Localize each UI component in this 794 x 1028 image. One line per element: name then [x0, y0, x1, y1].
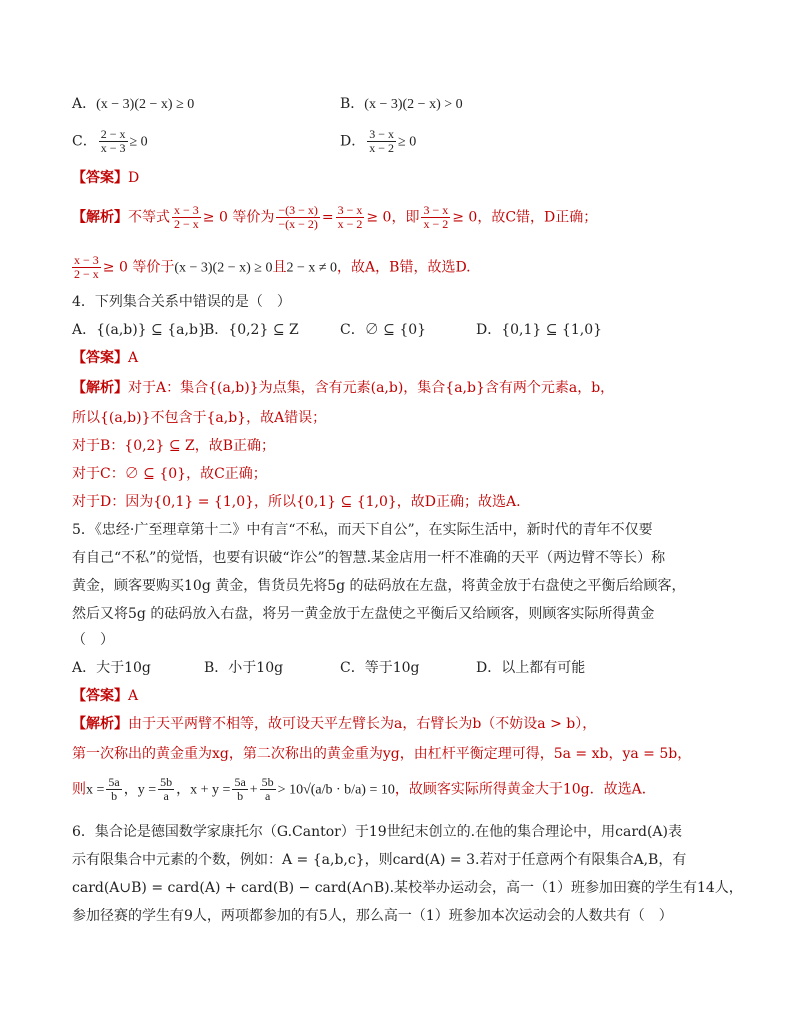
- fraction-denominator: 2 − x: [74, 267, 99, 281]
- q3-option-b-expr: (x − 3)(2 − x) > 0: [364, 97, 463, 112]
- q5-analysis-expr: ，y =: [123, 782, 157, 798]
- fraction-denominator: a: [265, 789, 271, 803]
- q3-option-d-denominator: x − 2: [369, 141, 395, 155]
- fraction-numerator: 3 − x: [423, 203, 449, 217]
- fraction-numerator: x − 3: [74, 253, 99, 267]
- fraction-denominator: b: [111, 789, 118, 803]
- fraction-denominator: b: [237, 789, 244, 803]
- q3-option-c-tail: ≥ 0: [129, 134, 148, 150]
- q4-analysis-line-3: 对于B：{0,2} ⊆ Z，故B正确；: [72, 438, 276, 454]
- q5-analysis-expr: ，x + y =: [176, 782, 231, 798]
- q5-analysis-fraction: [106, 776, 121, 803]
- q3-option-row-1: [72, 94, 463, 115]
- q5-option-b: B．小于10g: [204, 660, 284, 676]
- q5-analysis-text: ，故顾客实际所得黄金大于10g．故选A．: [394, 781, 656, 798]
- q3-analysis-line-1: [72, 204, 597, 231]
- fraction-numerator: 5b: [160, 775, 173, 789]
- q4-option-b: B．{0,2} ⊆ Z: [204, 322, 299, 338]
- q5-analysis-line-2: 第一次称出的黄金重为xg，第二次称出的黄金重为yg，由杠杆平衡定理可得，5a = xb，ya = 5b，: [72, 746, 692, 762]
- q3-analysis-text: ≥ 0 等价为: [202, 209, 275, 226]
- q3-analysis-fraction: [72, 254, 101, 281]
- fraction-numerator: −(3 − x): [278, 203, 318, 217]
- fraction-denominator: x − 2: [423, 217, 449, 231]
- q3-analysis-label: 【解析】: [72, 209, 128, 226]
- q5-answer-line: [72, 686, 138, 706]
- q4-answer-line: [72, 348, 138, 368]
- q3-option-b-label: B．: [340, 96, 365, 112]
- q4-options: [72, 320, 602, 340]
- fraction-numerator: 5a: [234, 775, 246, 789]
- q5-answer-value: A: [128, 688, 139, 704]
- q5-answer-label: 【答案】: [72, 688, 128, 704]
- q5-stem-line-3: 黄金，顾客要购买10g 黄金，售货员先将5g 的砝码放在左盘，将黄金放于右盘使之平衡后给顾客，: [72, 578, 686, 594]
- q3-analysis-expr: 2 − x ≠ 0: [286, 260, 338, 276]
- fraction-numerator: 3 − x: [337, 203, 363, 217]
- q5-analysis-expr: > 10√(a/b · b/a) = 10: [277, 782, 395, 798]
- q4-option-a: A．{(a,b)} ⊆ {a,b}: [72, 322, 207, 338]
- q5-analysis-label: 【解析】: [72, 716, 128, 732]
- q3-option-d-fraction: [367, 128, 396, 155]
- q3-analysis-text: 且: [272, 259, 287, 276]
- q3-answer-value: D: [128, 170, 140, 186]
- fraction-numerator: x − 3: [174, 203, 199, 217]
- q5-stem-line-2: 有自己“不私”的觉悟，也要有识破“诈公”的智慧.某金店用一杆不准确的天平（两边臂不等长）称: [72, 550, 666, 566]
- q3-analysis-text: 不等式: [128, 209, 170, 226]
- q5-stem-line-5: （ ）: [72, 632, 114, 648]
- fraction-denominator: x − 2: [337, 217, 363, 231]
- q3-analysis-fraction: [276, 204, 320, 231]
- q3-analysis-text: ≥ 0，故C错，D正确；: [452, 209, 598, 226]
- q4-analysis-text: 对于A：集合{(a,b)}为点集，含有元素(a,b)，集合{a,b}含有两个元素a，b，: [128, 380, 615, 396]
- q5-options: [72, 658, 585, 678]
- q4-analysis-line-4: 对于C：∅ ⊆ {0}，故C正确；: [72, 466, 267, 482]
- fraction-denominator: −(x − 2): [278, 217, 318, 231]
- q4-stem: 4．下列集合关系中错误的是（ ）: [72, 294, 291, 310]
- q3-option-c-numerator: 2 − x: [100, 127, 126, 141]
- q5-option-c: C．等于10g: [340, 660, 420, 676]
- q4-answer-label: 【答案】: [72, 350, 128, 366]
- q3-answer-line: [72, 168, 139, 188]
- q3-option-d-tail: ≥ 0: [398, 134, 417, 150]
- q5-stem-line-4: 然后又将5g 的砝码放入右盘，将另一黄金放于左盘使之平衡后又给顾客，则顾客实际所得黄金: [72, 606, 655, 622]
- q3-option-d: [340, 128, 416, 155]
- q5-analysis-line-1: [72, 714, 596, 734]
- q3-analysis-line-2: [72, 254, 471, 281]
- q6-stem-line-4: 参加径赛的学生有9人，两项都参加的有5人，那么高一（1）班参加本次运动会的人数共有（ ）: [72, 908, 673, 924]
- q3-option-a-expr: (x − 3)(2 − x) ≥ 0: [96, 97, 195, 112]
- q5-analysis-line-3: [72, 776, 656, 803]
- q5-analysis-fraction: [260, 776, 276, 803]
- q4-analysis-label: 【解析】: [72, 380, 128, 396]
- q4-analysis-line-2: 所以{(a,b)}不包含于{a,b}，故A错误；: [72, 410, 327, 426]
- q3-option-b: [340, 94, 463, 115]
- fraction-denominator: a: [163, 789, 169, 803]
- q5-stem-line-1: 5．《忠经·广至理章第十二》中有言“不私，而天下自公”，在实际生活中，新时代的青年不仅要: [72, 522, 653, 538]
- q4-answer-value: A: [128, 350, 139, 366]
- q3-analysis-text: ≥ 0，即: [366, 209, 420, 226]
- q5-analysis-expr: x =: [86, 782, 105, 798]
- q5-analysis-expr: +: [249, 782, 258, 798]
- q6-stem-line-2: 示有限集合中元素的个数，例如：A = {a,b,c}，则card(A) = 3.若对于任意两个有限集合A,B，有: [72, 852, 687, 868]
- q5-analysis-text: 则: [72, 781, 86, 798]
- q4-analysis-line-5: 对于D：因为{0,1} = {1,0}，所以{0,1} ⊆ {1,0}，故D正确；故选A.: [72, 494, 521, 510]
- q3-analysis-fraction: [421, 204, 450, 231]
- q5-analysis-text: 由于天平两臂不相等，故可设天平左臂长为a，右臂长为b（不妨设a > b），: [128, 716, 597, 732]
- q5-analysis-fraction: [158, 776, 174, 803]
- q6-stem-line-1: 6．集合论是德国数学家康托尔（G.Cantor）于19世纪末创立的.在他的集合理论中，用card(A)表: [72, 824, 683, 840]
- q4-analysis-line-1: [72, 378, 614, 398]
- q3-option-d-label: D．: [340, 133, 366, 150]
- q3-option-a-label: A．: [72, 96, 97, 112]
- fraction-numerator: 5a: [108, 775, 120, 789]
- q5-analysis-fraction: [232, 776, 247, 803]
- q3-option-row-2: [72, 127, 417, 155]
- q4-option-d: D．{0,1} ⊆ {1,0}: [476, 322, 603, 338]
- q3-option-c-label: C．: [72, 133, 97, 150]
- q4-option-c: C．∅ ⊆ {0}: [340, 322, 427, 338]
- q3-analysis-expr: (x − 3)(2 − x) ≥ 0: [174, 260, 273, 276]
- q6-stem-line-3: card(A∪B) = card(A) + card(B) − card(A∩B).某校举办运动会，高一（1）班参加田赛的学生有14人，: [72, 880, 743, 896]
- q3-option-d-numerator: 3 − x: [369, 127, 395, 141]
- q3-analysis-text: =: [321, 209, 334, 226]
- q3-analysis-fraction: [172, 204, 201, 231]
- q3-option-c-denominator: x − 3: [100, 141, 126, 155]
- q3-answer-label: 【答案】: [72, 170, 128, 186]
- fraction-numerator: 5b: [261, 775, 274, 789]
- q5-option-a: A．大于10g: [72, 660, 151, 676]
- q3-option-c-fraction: [99, 128, 128, 155]
- q3-analysis-text: ，故A，B错，故选D.: [337, 259, 471, 276]
- fraction-denominator: 2 − x: [174, 217, 199, 231]
- q5-option-d: D．以上都有可能: [476, 660, 586, 676]
- q3-analysis-text: ≥ 0 等价于: [102, 259, 175, 276]
- q3-analysis-fraction: [336, 204, 365, 231]
